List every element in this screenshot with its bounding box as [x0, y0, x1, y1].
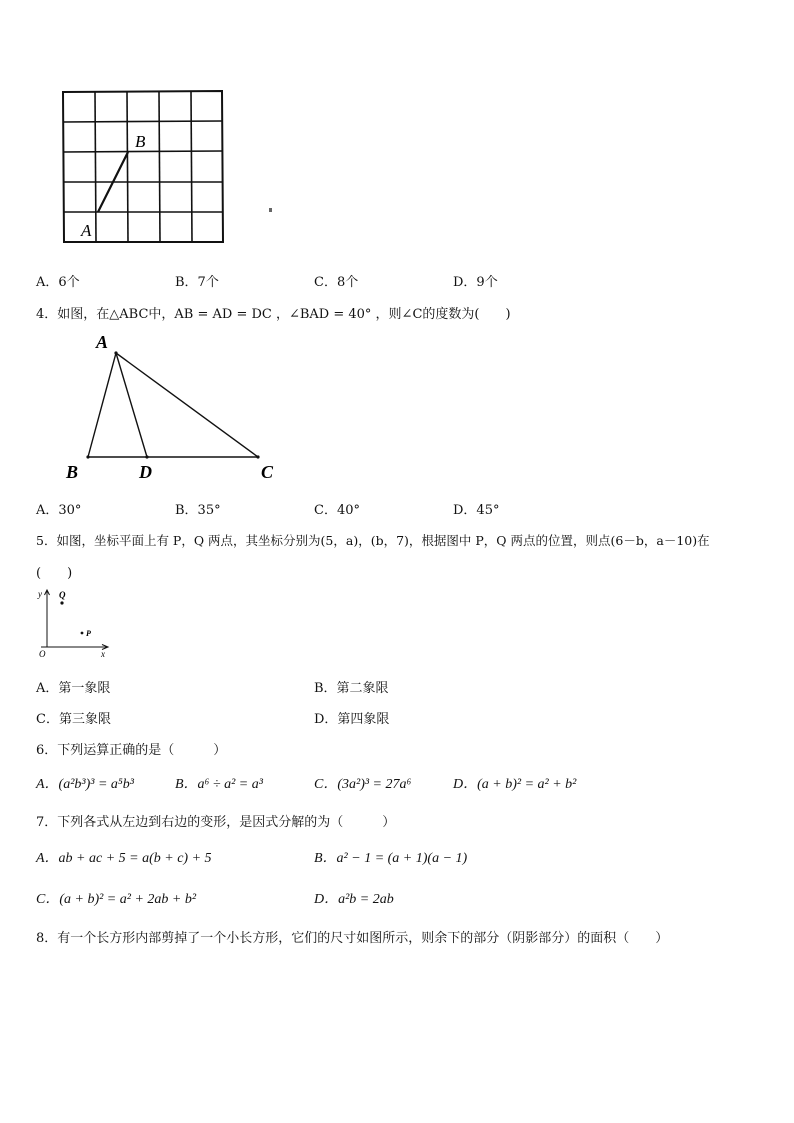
q5-stem-line2: ( ): [36, 566, 73, 581]
point-b-label: B: [135, 132, 146, 151]
q7-stem: 7．下列各式从左边到右边的变形，是因式分解的为（ ）: [36, 815, 396, 830]
point-a-label: A: [81, 221, 92, 240]
q6-option-c: C．(3a²)³ = 27a⁶: [314, 777, 412, 792]
q4-option-c: C．40°: [314, 503, 360, 518]
q5-option-c: C．第三象限: [36, 712, 111, 727]
vertex-b-label: B: [66, 462, 79, 482]
q8-stem: 8．有一个长方形内部剪掉了一个小长方形，它们的尺寸如图所示，则余下的部分（阴影部分）的面积（ ）: [36, 931, 669, 946]
x-axis-label: x: [101, 649, 105, 659]
vertex-d-label: D: [139, 462, 152, 482]
q4-option-d: D．45°: [453, 503, 500, 518]
q7-option-b: B．a² − 1 = (a + 1)(a − 1): [314, 851, 468, 866]
grid-figure: [55, 85, 285, 250]
q6-stem: 6．下列运算正确的是（ ）: [36, 743, 227, 758]
q3-option-b: B．7个: [175, 275, 219, 290]
scan-mark: [269, 208, 272, 212]
q3-option-a: A．6个: [36, 275, 80, 290]
q5-option-d: D．第四象限: [314, 712, 390, 727]
q4-stem: 4．如图，在△ABC中，AB = AD = DC ，∠BAD = 40° ，则∠C的度数为( ): [36, 307, 511, 322]
q5-stem-line1: 5．如图，坐标平面上有 P，Q 两点，其坐标分别为(5，a)，(b，7)，根据图中 P，Q 两点的位置，则点(6－b，a－10)在: [36, 533, 710, 548]
vertex-a-label: A: [96, 332, 109, 352]
q5-option-b: B．第二象限: [314, 681, 389, 696]
point-p-label: P: [86, 629, 91, 638]
origin-label: O: [39, 649, 46, 659]
q4-option-b: B．35°: [175, 503, 221, 518]
q3-option-c: C．8个: [314, 275, 359, 290]
y-axis-label: y: [38, 589, 42, 599]
coordinate-figure: [33, 585, 118, 665]
point-q-label: Q: [59, 590, 66, 600]
vertex-c-label: C: [261, 462, 274, 482]
q7-option-a: A．ab + ac + 5 = a(b + c) + 5: [36, 851, 212, 866]
point-q: [60, 601, 63, 604]
q5-option-a: A．第一象限: [36, 681, 111, 696]
point-p: [81, 632, 84, 635]
q6-option-d: D．(a + b)² = a² + b²: [453, 777, 577, 792]
q3-option-d: D．9个: [453, 275, 498, 290]
q7-option-d: D．a²b = 2ab: [314, 892, 394, 907]
q4-option-a: A．30°: [36, 503, 82, 518]
q6-option-b: B．a⁶ ÷ a² = a³: [175, 777, 263, 792]
triangle-figure: [60, 330, 300, 485]
q7-option-c: C．(a + b)² = a² + 2ab + b²: [36, 892, 197, 907]
q6-option-a: A．(a²b³)³ = a⁵b³: [36, 777, 134, 792]
